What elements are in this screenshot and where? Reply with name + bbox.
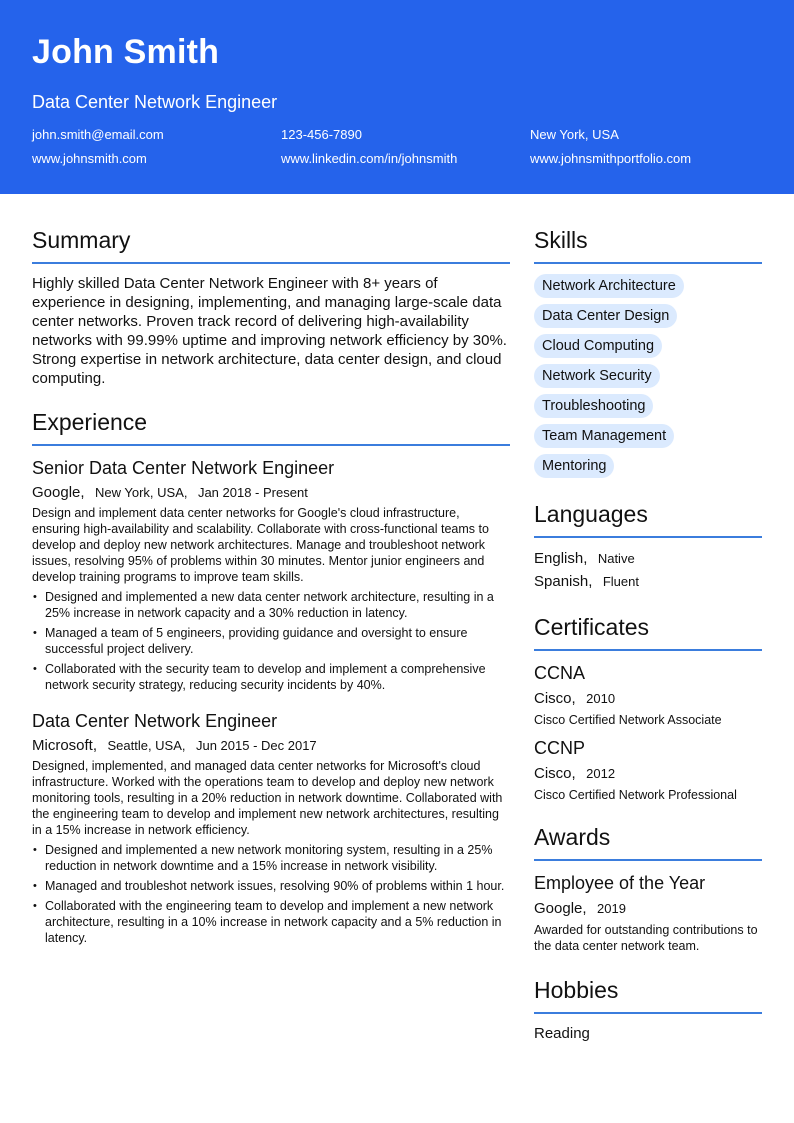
company-name: Google, — [32, 484, 85, 501]
portfolio-link[interactable]: www.johnsmithportfolio.com — [530, 151, 692, 166]
section-divider — [534, 649, 762, 651]
section-heading: Languages — [534, 501, 648, 527]
skill-tag: Team Management — [534, 424, 674, 448]
certificates-section — [534, 611, 762, 803]
list-item: • Designed and implemented a new data center network architecture, resulting in a 25% increase in network capacity and a 30% reduction in latency. — [32, 589, 510, 621]
skill-tag: Data Center Design — [534, 304, 677, 328]
section-divider — [534, 536, 762, 538]
section-divider — [32, 262, 510, 264]
language-entry — [534, 571, 762, 593]
job-location: Seattle, USA, — [107, 738, 186, 753]
skill-tag: Network Architecture — [534, 274, 684, 298]
section-heading: Certificates — [534, 614, 650, 640]
job-description: Design and implement data center networks for Google's cloud infrastructure, ensuring high-availability and scalability. Collaborate with cross-functional teams to develop and deploy new network architectures. Manage and troubleshoot network issues, resolving 95% of problems within 30 minutes. Mentor junior engineers and develop training programs to improve team skills. — [32, 506, 489, 584]
language-name: Spanish, — [534, 573, 593, 590]
phone-number: 123-456-7890 — [281, 127, 362, 142]
languages-section — [534, 498, 762, 593]
skill-tag: Network Security — [534, 364, 660, 388]
linkedin-link[interactable]: www.linkedin.com/in/johnsmith — [281, 151, 458, 166]
section-divider — [534, 859, 762, 861]
skill-tag: Troubleshooting — [534, 394, 653, 418]
awards-section — [534, 821, 762, 954]
language-entry — [534, 548, 762, 570]
right-column — [534, 224, 762, 1044]
job-description: Designed, implemented, and managed data center networks for Microsoft's cloud infrastructure. Worked with the operations team to develop and deploy new network monitoring tools, resulting in a 20% reduction in network downtime. Collaborated with the engineering team to develop and implement new network architectures, resulting in a 15% increase in network efficiency. — [32, 759, 503, 837]
email-link[interactable]: john.smith@email.com — [32, 127, 164, 142]
skills-list — [534, 274, 762, 478]
award-name: Employee of the Year — [534, 873, 706, 893]
job-achievements — [32, 589, 510, 693]
skills-section — [534, 224, 762, 478]
certificate-issuer: Cisco, — [534, 765, 576, 782]
section-heading: Summary — [32, 227, 131, 253]
job-location: New York, USA, — [95, 485, 188, 500]
award-description: Awarded for outstanding contributions to the data center network team. — [534, 923, 758, 953]
job-meta — [32, 736, 510, 756]
list-item: • Managed a team of 5 engineers, providing guidance and oversight to ensure successful project delivery. — [32, 625, 510, 657]
section-heading: Hobbies — [534, 977, 619, 1003]
certificate-name: CCNA — [534, 663, 586, 683]
section-divider — [32, 444, 510, 446]
certificate-meta — [534, 689, 762, 709]
list-item: • Designed and implemented a new network monitoring system, resulting in a 25% reduction in network downtime and a 15% increase in network visibility. — [32, 842, 510, 874]
certificate-entry — [534, 661, 762, 728]
certificate-description: Cisco Certified Network Professional — [534, 788, 737, 802]
hobby-item: Reading — [534, 1025, 590, 1042]
language-name: English, — [534, 550, 588, 567]
skill-tag: Mentoring — [534, 454, 614, 478]
resume-header — [0, 0, 794, 194]
company-name: Microsoft, — [32, 737, 98, 754]
section-heading: Awards — [534, 824, 611, 850]
experience-section — [32, 406, 510, 946]
candidate-title: Data Center Network Engineer — [32, 92, 278, 112]
left-column — [32, 224, 510, 950]
summary-section — [32, 224, 510, 388]
language-level: Fluent — [602, 574, 639, 589]
skill-tag: Cloud Computing — [534, 334, 662, 358]
list-item: • Collaborated with the security team to develop and implement a comprehensive network security strategy, reducing security incidents by 40%. — [32, 661, 510, 693]
award-entry — [534, 871, 762, 954]
certificate-description: Cisco Certified Network Associate — [534, 713, 722, 727]
summary-text: Highly skilled Data Center Network Engineer with 8+ years of experience in designing, implementing, and managing large-scale data center networks. Proven track record of delivering high-availability networks with 99.99% uptime and improving network efficiency by 30%. Strong expertise in network architecture, data center design, and cloud computing. — [32, 275, 507, 387]
section-divider — [534, 1012, 762, 1014]
job-dates: Jun 2015 - Dec 2017 — [195, 738, 317, 753]
location-text: New York, USA — [530, 127, 619, 142]
job-title: Senior Data Center Network Engineer — [32, 458, 335, 478]
certificate-entry — [534, 736, 762, 803]
job-achievements — [32, 842, 510, 946]
certificate-year: 2010 — [586, 691, 616, 706]
job-entry — [32, 709, 510, 946]
candidate-name: John Smith — [32, 33, 220, 71]
list-item: • Managed and troubleshot network issues, resolving 90% of problems within 1 hour. — [32, 878, 510, 894]
language-level: Native — [597, 551, 635, 566]
certificate-year: 2012 — [586, 766, 616, 781]
list-item: • Collaborated with the engineering team to develop and implement a new network architecture, resulting in a 10% increase in network capacity and a 5% reduction in latency. — [32, 898, 510, 946]
section-divider — [534, 262, 762, 264]
job-dates: Jan 2018 - Present — [197, 485, 308, 500]
certificate-issuer: Cisco, — [534, 690, 576, 707]
hobbies-section — [534, 974, 762, 1044]
award-issuer: Google, — [534, 900, 587, 917]
job-title: Data Center Network Engineer — [32, 711, 278, 731]
certificate-meta — [534, 764, 762, 784]
job-entry — [32, 456, 510, 693]
website-link[interactable]: www.johnsmith.com — [32, 151, 147, 166]
contact-info — [32, 126, 762, 168]
award-year: 2019 — [597, 901, 626, 916]
award-meta — [534, 899, 762, 919]
certificate-name: CCNP — [534, 738, 586, 758]
job-meta — [32, 483, 510, 503]
section-heading: Experience — [32, 409, 148, 435]
section-heading: Skills — [534, 227, 588, 253]
